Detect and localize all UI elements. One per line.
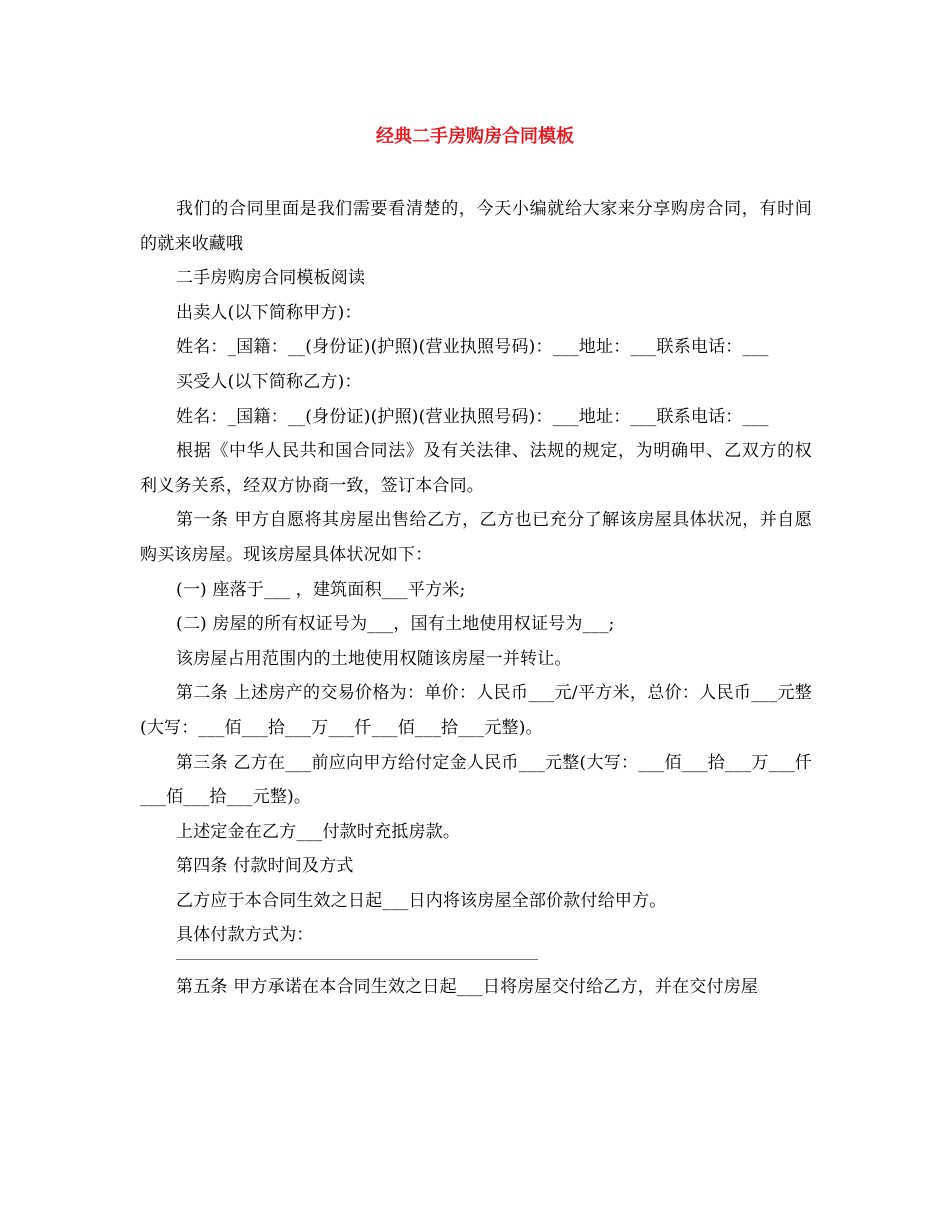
subtitle-line: 二手房购房合同模板阅读 (176, 268, 366, 289)
article-2: 第二条 上述房产的交易价格为：单价：人民币___元/平方米，总价：人民币___元整(大写：___佰___拾___万___仟___佰___拾___元整)。 (140, 683, 812, 738)
legal-basis-paragraph: 根据《中华人民共和国合同法》及有关法律、法规的规定，为明确甲、乙双方的权利义务关系，经双方协商一致，签订本合同。 (140, 441, 812, 496)
payment-method-blank-line (176, 959, 538, 960)
deposit-offset-note: 上述定金在乙方___付款时充抵房款。 (176, 821, 461, 842)
buyer-info-line: 姓名：_国籍：__(身份证)(护照)(营业执照号码)：___地址：___联系电话：___ (176, 406, 769, 427)
payment-method-label: 具体付款方式为： (176, 925, 314, 946)
document-title: 经典二手房购房合同模板 (376, 126, 574, 147)
seller-info-line: 姓名：_国籍：__(身份证)(护照)(营业执照号码)：___地址：___联系电话：___ (176, 337, 769, 358)
seller-heading: 出卖人(以下简称甲方)： (176, 302, 362, 323)
article-1-item-1: (一) 座落于___ ，建筑面积___平方米; (176, 579, 466, 600)
article-1: 第一条 甲方自愿将其房屋出售给乙方，乙方也已充分了解该房屋具体状况，并自愿购买该房屋。现该房屋具体状况如下： (140, 510, 812, 565)
payment-deadline-line: 乙方应于本合同生效之日起___日内将该房屋全部价款付给甲方。 (176, 890, 667, 911)
intro-paragraph: 我们的合同里面是我们需要看清楚的，今天小编就给大家来分享购房合同，有时间的就来收藏哦 (140, 199, 812, 254)
article-4: 第四条 付款时间及方式 (176, 856, 354, 877)
document-body (140, 192, 812, 1005)
buyer-heading: 买受人(以下简称乙方)： (176, 371, 362, 392)
article-1-item-2: (二) 房屋的所有权证号为___，国有土地使用权证号为___; (176, 614, 615, 635)
article-3: 第三条 乙方在___前应向甲方给付定金人民币___元整(大写：___佰___拾___万___仟___佰___拾___元整)。 (140, 752, 812, 808)
land-use-transfer-note: 该房屋占用范围内的土地使用权随该房屋一并转让。 (176, 648, 572, 669)
article-5: 第五条 甲方承诺在本合同生效之日起___日将房屋交付给乙方，并在交付房屋 (176, 977, 759, 998)
